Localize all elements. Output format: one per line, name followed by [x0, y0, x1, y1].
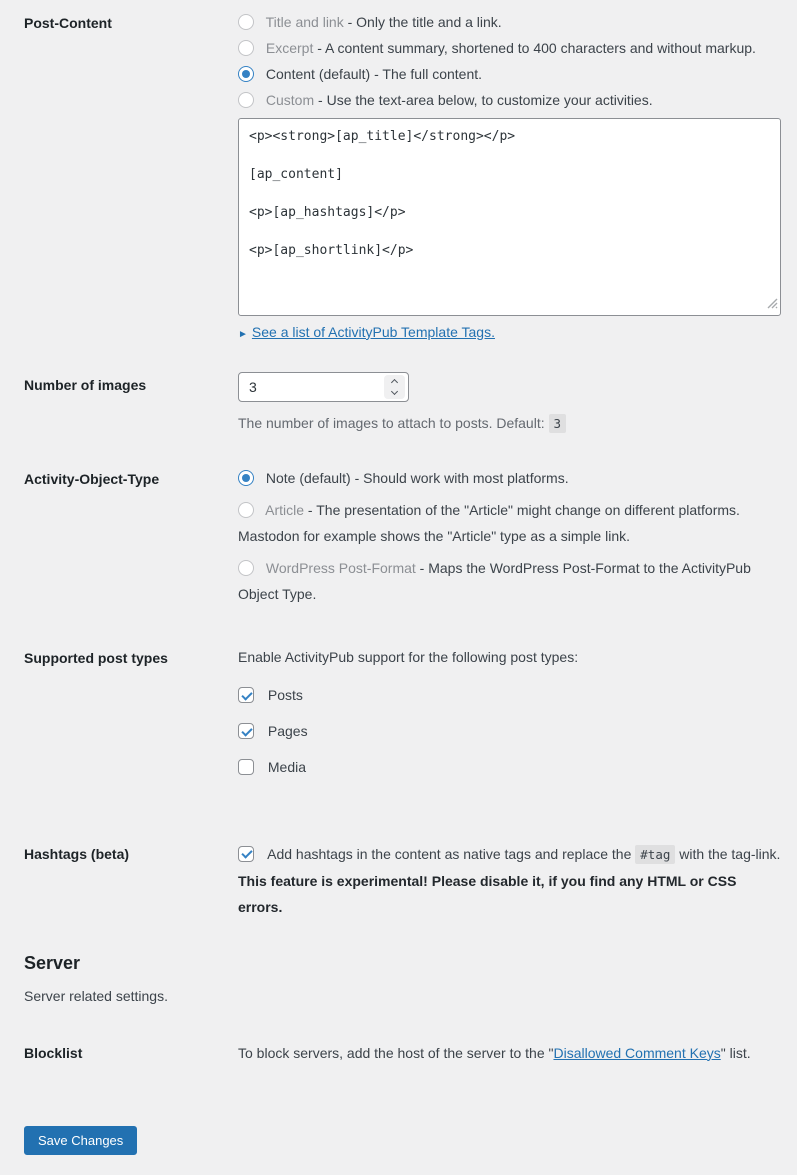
- number-of-images-label: Number of images: [24, 376, 147, 393]
- disallowed-comment-keys-link[interactable]: Disallowed Comment Keys: [553, 1044, 721, 1061]
- checkbox-label: Pages: [267, 723, 308, 740]
- checkbox-option-posts[interactable]: [238, 683, 781, 709]
- option-description: Only the title and a link.: [356, 14, 502, 30]
- checkbox-option-pages[interactable]: [238, 719, 781, 745]
- supported-post-types-field: [238, 645, 781, 791]
- checkbox-checked-icon[interactable]: [238, 687, 254, 703]
- blocklist-label: Blocklist: [24, 1044, 83, 1061]
- radio-icon[interactable]: [238, 560, 254, 576]
- template-tags-link-text: See a list of ActivityPub Template Tags.: [251, 323, 495, 340]
- row-activity-object-type: [24, 466, 783, 613]
- radio-icon[interactable]: [238, 502, 254, 518]
- save-changes-button[interactable]: Save Changes: [24, 1126, 137, 1155]
- option-separator: -: [354, 469, 360, 486]
- number-spinner[interactable]: [384, 375, 405, 399]
- option-separator: -: [307, 501, 313, 518]
- supported-post-types-intro: Enable ActivityPub support for the following post types:: [238, 649, 579, 666]
- hashtags-field: [238, 841, 781, 921]
- server-heading: Server: [24, 952, 81, 973]
- radio-option-title-and-link[interactable]: [238, 10, 781, 36]
- option-description: Should work with most platforms.: [363, 469, 569, 486]
- radio-option-content-default[interactable]: [238, 62, 781, 88]
- blocklist-text: [238, 1040, 781, 1067]
- radio-option-article[interactable]: [238, 498, 781, 550]
- checkbox-label: Posts: [267, 687, 303, 704]
- hashtags-text-after: with the tag-link.: [679, 845, 781, 862]
- option-separator: -: [347, 14, 353, 30]
- option-name: Custom: [265, 91, 315, 108]
- option-separator: -: [419, 559, 425, 576]
- option-description: A content summary, shortened to 400 characters and without markup.: [325, 39, 756, 56]
- row-number-of-images: [24, 372, 783, 434]
- option-separator: -: [317, 39, 322, 56]
- supported-post-types-label: Supported post types: [24, 650, 168, 667]
- radio-checked-icon[interactable]: [238, 470, 254, 486]
- textarea-resize-handle-icon[interactable]: [767, 296, 778, 312]
- blocklist-text-before: To block servers, add the host of the server to the ": [238, 1044, 554, 1061]
- option-name: Content (default): [265, 65, 371, 82]
- activity-object-type-field: [238, 466, 781, 613]
- hashtags-label: Hashtags (beta): [24, 845, 130, 862]
- default-value-chip: 3: [549, 414, 567, 433]
- post-content-label: Post-Content: [24, 15, 112, 31]
- option-name: WordPress Post-Format: [265, 559, 416, 576]
- option-description: The presentation of the "Article" might change on different platforms. Mastodon for example shows the "Article" type as a simple link.: [238, 501, 740, 544]
- radio-option-note-default[interactable]: [238, 466, 781, 492]
- option-description: Maps the WordPress Post-Format to the ActivityPub Object Type.: [238, 559, 751, 602]
- description-text: The number of images to attach to posts. Default:: [238, 414, 545, 431]
- number-of-images-input[interactable]: [239, 379, 384, 395]
- radio-checked-icon[interactable]: [238, 66, 254, 82]
- radio-option-custom[interactable]: [238, 88, 781, 114]
- row-blocklist: [24, 1040, 783, 1067]
- checkbox-checked-icon[interactable]: [238, 723, 254, 739]
- checkbox-label: Media: [267, 759, 307, 776]
- radio-icon[interactable]: [238, 14, 254, 30]
- hashtags-warning-text: This feature is experimental! Please disable it, if you find any HTML or CSS errors.: [238, 872, 737, 916]
- number-of-images-input-box: [238, 372, 409, 402]
- server-section: [24, 953, 783, 1004]
- number-of-images-description: [238, 412, 781, 434]
- checkbox-icon[interactable]: [238, 759, 254, 775]
- hashtags-checkbox-option[interactable]: [238, 841, 781, 921]
- option-name: Title and link: [265, 14, 344, 30]
- content-template-textarea[interactable]: [238, 118, 781, 316]
- option-separator: -: [318, 91, 323, 108]
- spinner-down-icon[interactable]: [391, 388, 398, 395]
- option-name: Article: [265, 501, 305, 518]
- row-supported-post-types: [24, 645, 783, 791]
- template-tags-details-toggle[interactable]: [238, 324, 495, 340]
- server-description: Server related settings.: [24, 987, 168, 1004]
- hashtag-code-chip: #tag: [635, 845, 675, 864]
- row-post-content: [24, 10, 783, 340]
- option-separator: -: [374, 65, 379, 82]
- option-name: Note (default): [265, 469, 351, 486]
- blocklist-text-after: " list.: [720, 1044, 751, 1061]
- option-name: Excerpt: [265, 39, 314, 56]
- post-content-field: [238, 10, 781, 340]
- radio-icon[interactable]: [238, 92, 254, 108]
- checkbox-option-media[interactable]: [238, 755, 781, 781]
- row-hashtags: [24, 841, 783, 921]
- content-template-wrap: [238, 118, 781, 316]
- hashtags-text-before: Add hashtags in the content as native tags and replace the: [267, 845, 632, 862]
- radio-icon[interactable]: [238, 40, 254, 56]
- option-description: The full content.: [382, 65, 483, 82]
- blocklist-field: [238, 1040, 781, 1067]
- radio-option-excerpt[interactable]: [238, 36, 781, 62]
- spinner-up-icon[interactable]: [391, 379, 398, 386]
- checkbox-checked-icon[interactable]: [238, 846, 254, 862]
- radio-option-wordpress-post-format[interactable]: [238, 556, 781, 608]
- details-arrow-icon: ►: [238, 328, 248, 340]
- activity-object-type-label: Activity-Object-Type: [24, 470, 160, 487]
- option-description: Use the text-area below, to customize your activities.: [326, 91, 653, 108]
- number-of-images-field: [238, 372, 781, 434]
